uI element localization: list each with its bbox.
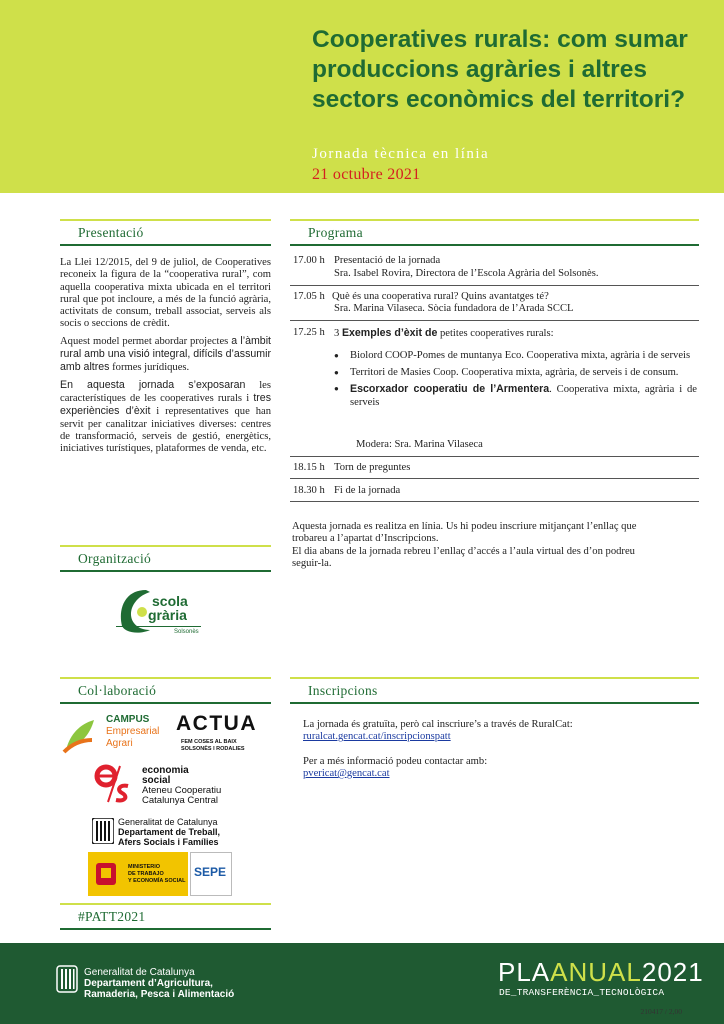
ministerio-line1: MINISTERIO: [128, 864, 161, 870]
campus-empresarial-logo: [62, 712, 162, 754]
footer-department: [84, 967, 234, 1000]
generalitat-treball-logo: [92, 816, 232, 848]
presentacio-text: [60, 257, 271, 459]
sepe-logo-text: SEPE: [194, 865, 227, 879]
es-logo-line2: social: [142, 775, 171, 786]
program-title: Fi de la jornada: [334, 485, 401, 496]
program-row-1700: [290, 253, 699, 286]
program-time: 17.05 h: [293, 291, 325, 302]
escola-logo-line3: Solsonès: [174, 629, 199, 635]
generalitat-emblem-icon: [92, 818, 114, 844]
campus-logo-line1: CAMPUS: [106, 714, 150, 725]
online-note: [292, 521, 654, 574]
ministerio-sepe-logo: [88, 852, 232, 896]
online-note-1: Aquesta jornada es realitza en línia. Us hi podeu inscriure mitjançant l’enllaç que trobareu a l’apartat d’Inscripcions.: [292, 521, 637, 545]
actua-logo-sub2: SOLSONÈS I RODALIES: [181, 746, 245, 752]
program-time: 17.00 h: [293, 255, 325, 266]
document-code: 210417 / 2,00: [640, 1007, 682, 1016]
presentacio-paragraph-3: En aquesta jornada s’exposaran les característiques de les cooperatives rurals i tres experiències d’èxit i representatives que han servit per canalitzar iniciatives diverses: centres de transformació, serveis de gestió, energètics, iniciatives turístiques, plataformes de venda, etc.: [60, 378, 271, 455]
event-date: 21 octubre 2021: [312, 166, 421, 183]
program-row-1815: [290, 458, 699, 479]
economia-social-logo: [94, 764, 224, 806]
section-heading-presentacio: Presentació: [60, 219, 271, 246]
program-title: Torn de preguntes: [334, 462, 411, 473]
example-item: ● Escorxador cooperatiu de l’Armentera. Cooperativa mixta, agrària i de serveis: [334, 383, 697, 409]
es-logo-line1: economia: [142, 765, 189, 776]
es-logo-line3: Ateneu Cooperatiu: [142, 785, 222, 796]
section-heading-organitzacio: Organització: [60, 545, 271, 572]
footer-gen-line3: Ramaderia, Pesca i Alimentació: [84, 989, 235, 1000]
hashtag: #PATT2021: [60, 903, 271, 930]
pla-anual-subtitle: DE_TRANSFERÈNCIA_TECNOLÒGICA: [499, 987, 665, 998]
event-subtitle: Jornada tècnica en línia: [312, 146, 490, 162]
program-speaker: Sra. Marina Vilaseca. Sòcia fundadora de l’Arada SCCL: [334, 303, 574, 314]
generalitat-footer-emblem-icon: [56, 965, 78, 993]
gen-treball-line2: Departament de Treball,: [118, 827, 221, 837]
online-note-2: El dia abans de la jornada rebreu l’enllaç d’accés a l’aula virtual des d’on podreu seguir-la.: [292, 545, 635, 569]
program-title: Presentació de la jornada: [334, 255, 441, 266]
section-heading-inscripcions: Inscripcions: [290, 677, 699, 704]
example-item: ● Biolord COOP-Pomes de muntanya Eco. Cooperativa mixta, agrària i de serveis: [334, 350, 697, 363]
pla-anual-logo: PLAANUAL2021: [498, 957, 704, 987]
actua-logo: [175, 712, 257, 754]
es-logo-line4: Catalunya Central: [142, 795, 219, 806]
inscripcions-line1: La jornada és gratuïta, però cal inscriure’s a través de RuralCat:: [303, 719, 573, 730]
section-heading-programa: Programa: [290, 219, 699, 246]
footer: [0, 943, 724, 1024]
example-item: ● Territori de Masies Coop. Cooperativa mixta, agrària, de serveis i de consum.: [334, 367, 697, 380]
example-list: [334, 350, 697, 413]
footer-gen-line2: Departament d’Agricultura,: [84, 978, 213, 989]
gen-treball-line1: Generalitat de Catalunya: [118, 817, 218, 827]
actua-logo-title: ACTUA: [176, 712, 257, 735]
program-row-1725: [290, 322, 699, 457]
campus-logo-line3: Agrari: [106, 738, 133, 749]
program-time: 17.25 h: [293, 327, 325, 338]
section-heading-colaboracio: Col·laboració: [60, 677, 271, 704]
program-title: Què és una cooperativa rural? Quins avantatges té?: [332, 291, 549, 302]
campus-logo-line2: Empresarial: [106, 726, 160, 737]
presentacio-paragraph-2: Aquest model permet abordar projectes a l’àmbit rural amb una visió integral, difícils d’assumir amb altres formes jurídiques.: [60, 334, 271, 374]
program-time: 18.30 h: [293, 485, 325, 496]
ministerio-line2: DE TRABAJO: [128, 871, 164, 877]
page-title: Cooperatives rurals: com sumar produccions agràries i altres sectors econòmics del territori?: [312, 26, 688, 113]
program-row-1830: [290, 480, 699, 502]
gen-treball-line3: Afers Socials i Famílies: [118, 837, 219, 847]
contact-email-link[interactable]: pvericat@gencat.cat: [303, 767, 390, 779]
program-row-1705: [290, 287, 699, 321]
escola-logo-rule: [116, 626, 201, 627]
actua-logo-sub1: FEM COSES AL BAIX: [181, 739, 237, 745]
ministerio-line3: Y ECONOMÍA SOCIAL: [128, 878, 186, 884]
inscripcions-line2: Per a més informació podeu contactar amb:: [303, 755, 488, 767]
moderator: Modera: Sra. Marina Vilaseca: [356, 439, 483, 450]
inscripcions-text: [303, 719, 693, 780]
ruralcat-link[interactable]: ruralcat.gencat.cat/inscripcionspatt: [303, 731, 451, 743]
es-mark-icon: [94, 764, 132, 804]
program-speaker: Sra. Isabel Rovira, Directora de l’Escola Agrària del Solsonès.: [334, 268, 599, 279]
escola-logo-line1: scola: [152, 593, 188, 609]
spain-shield-icon: [94, 859, 118, 889]
escola-logo-line2: grària: [148, 607, 187, 623]
footer-gen-line1: Generalitat de Catalunya: [84, 967, 195, 978]
campus-leaf-icon: [62, 714, 98, 754]
program-title: 3 Exemples d’èxit de petites cooperatives rurals:: [334, 327, 554, 339]
program-time: 18.15 h: [293, 462, 325, 473]
escola-agraria-logo: [116, 586, 216, 646]
presentacio-paragraph-1: La Llei 12/2015, del 9 de juliol, de Cooperatives reconeix la figura de la “cooperativa rural”, com aquella cooperativa mixta ubicada en el territori rural que pot incloure, a més de la funció agrària, activitats de consum, treball associat, serveis als socis o seccions de crèdit.: [60, 257, 271, 330]
